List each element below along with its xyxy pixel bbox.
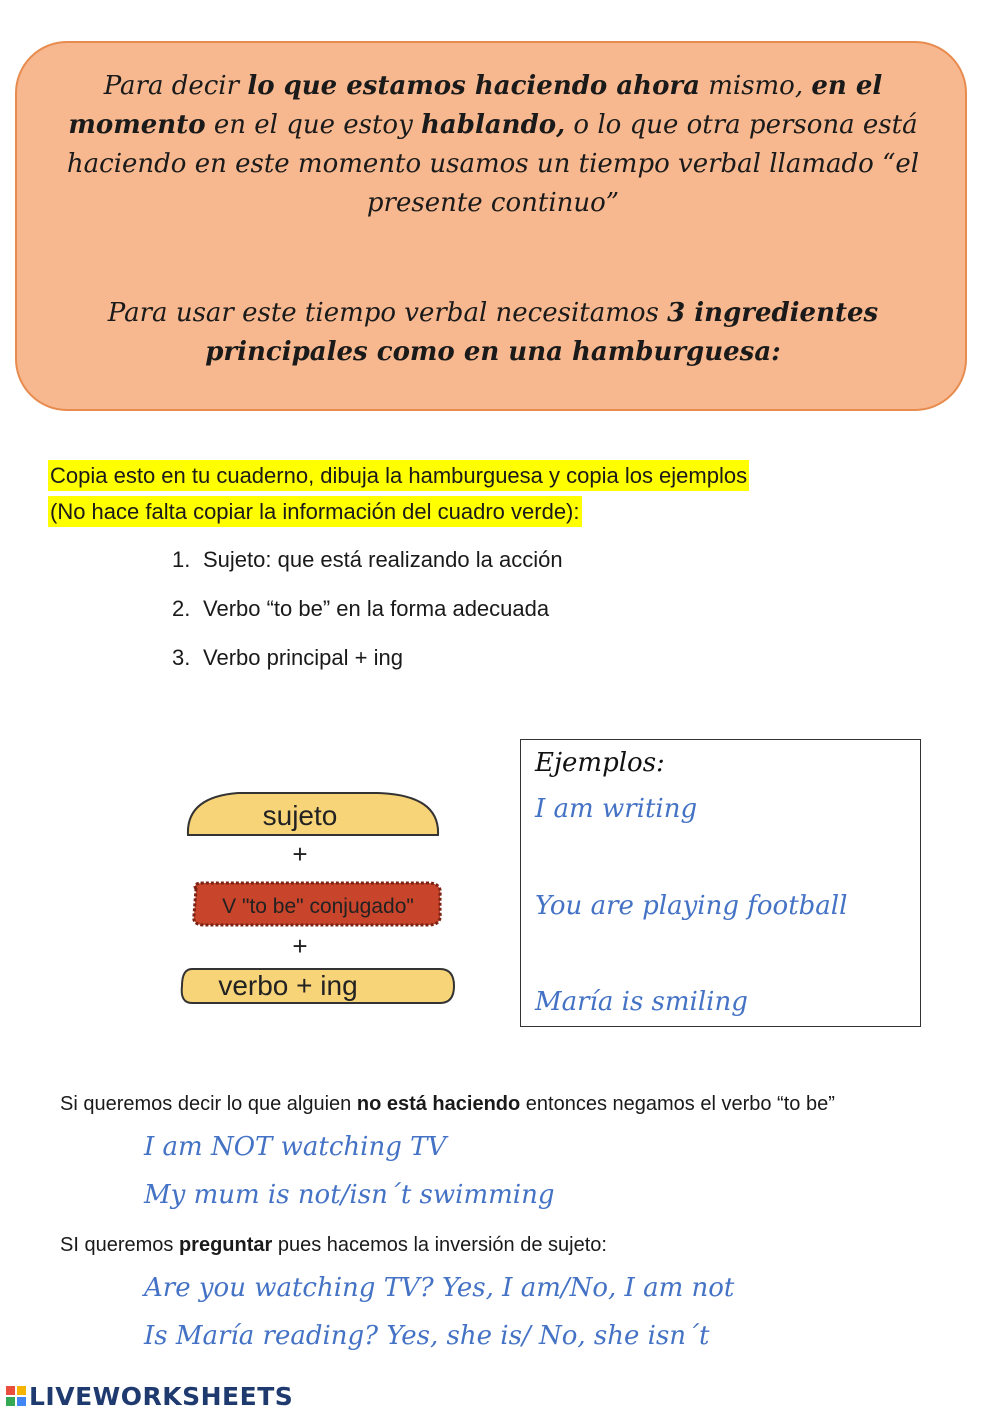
intro-paragraph-2	[57, 294, 929, 372]
question-example-1: Are you watching TV? Yes, I am/No, I am not	[144, 1273, 735, 1303]
emphasized-text: lo que estamos haciendo ahora	[247, 71, 700, 101]
intro-paragraph-1	[57, 67, 929, 223]
emphasized-text: hablando,	[421, 110, 566, 140]
step-text: Sujeto: que está realizando la acción	[203, 547, 563, 572]
emphasized-text: 3 ingredientes principales como en una hamburguesa:	[205, 298, 879, 367]
question-example-2: Is María reading? Yes, she is/ No, she isn´t	[144, 1321, 710, 1351]
example-item: I am writing	[535, 794, 698, 824]
negative-example-2: My mum is not/isn´t swimming	[144, 1180, 555, 1210]
logo-text: LIVEWORKSHEETS	[29, 1381, 294, 1411]
steps-list	[172, 543, 563, 690]
text-run: Si queremos decir lo que alguien	[60, 1093, 357, 1115]
examples-title: Ejemplos:	[535, 748, 665, 778]
logo-square	[17, 1397, 26, 1406]
logo-square	[6, 1386, 15, 1395]
patty-label: V "to be" conjugado"	[222, 895, 414, 918]
emphasized-text: no está haciendo	[356, 1093, 521, 1115]
logo-square	[17, 1386, 26, 1395]
negative-intro	[60, 1093, 835, 1116]
burger-diagram	[178, 783, 468, 1013]
step-item	[172, 592, 563, 641]
text-run: pues hacemos la inversión de sujeto:	[272, 1234, 607, 1256]
emphasized-text: preguntar	[178, 1234, 273, 1256]
text-run: Para decir	[103, 71, 248, 101]
step-item	[172, 641, 563, 690]
example-item: You are playing football	[535, 891, 848, 921]
example-item: María is smiling	[535, 987, 748, 1017]
intro-box	[15, 41, 967, 411]
emphasized-text: en el momento	[68, 71, 883, 140]
examples-box	[520, 739, 921, 1027]
liveworksheets-logo-icon	[6, 1386, 26, 1406]
text-run: Para usar este tiempo verbal necesitamos	[107, 298, 668, 328]
text-run: o lo que otra persona está haciendo en este momento usamos un tiempo verbal llamado “el presente continuo”	[66, 110, 920, 218]
plus-sign-2: +	[292, 931, 308, 961]
text-run: entonces negamos el verbo “to be”	[520, 1093, 835, 1115]
plus-sign-1: +	[292, 839, 308, 869]
top-bun-label: sujeto	[262, 800, 338, 831]
question-intro	[60, 1234, 607, 1257]
instruction-line-1: Copia esto en tu cuaderno, dibuja la hamburguesa y copia los ejemplos	[48, 460, 749, 491]
step-text: Verbo “to be” en la forma adecuada	[203, 596, 550, 621]
bottom-bun-label: verbo + ing	[218, 970, 358, 1001]
step-item	[172, 543, 563, 592]
step-text: Verbo principal + ing	[203, 645, 403, 670]
step-number: 1.	[172, 547, 191, 572]
liveworksheets-logo	[6, 1381, 293, 1411]
logo-square	[6, 1397, 15, 1406]
step-number: 2.	[172, 596, 191, 621]
text-run: en el que estoy	[205, 110, 422, 140]
negative-example-1: I am NOT watching TV	[144, 1132, 447, 1162]
step-number: 3.	[172, 645, 191, 670]
text-run: mismo,	[699, 71, 812, 101]
text-run: SI queremos	[60, 1234, 179, 1256]
instruction-line-2: (No hace falta copiar la información del cuadro verde):	[48, 496, 582, 527]
